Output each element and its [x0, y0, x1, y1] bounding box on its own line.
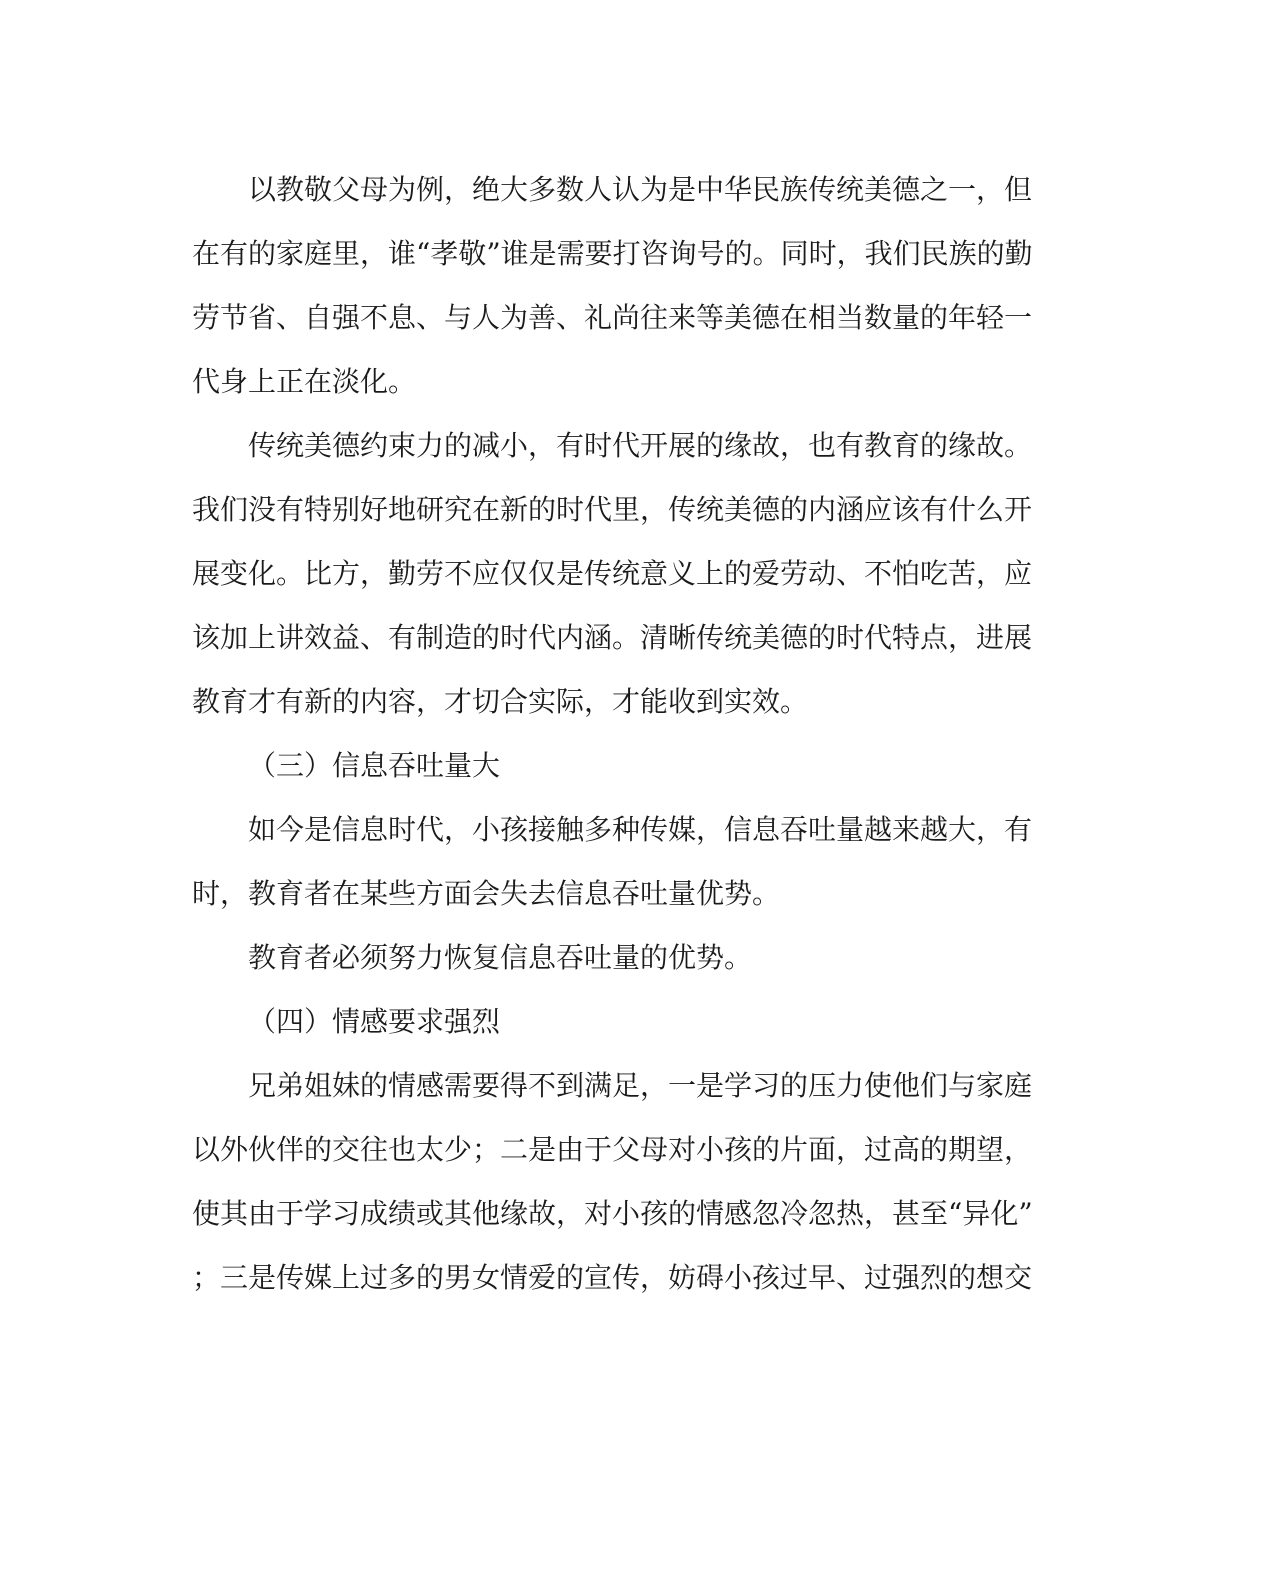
paragraph-line: 以外伙伴的交往也太少；二是由于父母对小孩的片面，过高的期望， — [192, 1133, 1033, 1166]
section-heading: （三）信息吞吐量大 — [248, 749, 501, 782]
paragraph-line: 代身上正在淡化。 — [192, 365, 417, 398]
paragraph-line: 展变化。比方，勤劳不应仅仅是传统意义上的爱劳动、不怕吃苦，应 — [192, 557, 1033, 590]
paragraph-line: 劳节省、自强不息、与人为善、礼尚往来等美德在相当数量的年轻一 — [192, 301, 1033, 334]
paragraph-line: 教育者必须努力恢复信息吞吐量的优势。 — [248, 941, 753, 974]
paragraph-line: 教育才有新的内容，才切合实际，才能收到实效。 — [192, 685, 809, 718]
paragraph-line: 以教敬父母为例，绝大多数人认为是中华民族传统美德之一，但 — [248, 173, 1033, 206]
paragraph-line: 时，教育者在某些方面会失去信息吞吐量优势。 — [192, 877, 781, 910]
paragraph-line: 使其由于学习成绩或其他缘故，对小孩的情感忽冷忽热，甚至“异化” — [192, 1197, 1033, 1230]
paragraph-line: 在有的家庭里，谁“孝敬”谁是需要打咨询号的。同时，我们民族的勤 — [192, 237, 1033, 270]
paragraph-line: 兄弟姐妹的情感需要得不到满足，一是学习的压力使他们与家庭 — [248, 1069, 1033, 1102]
paragraph-line: ；三是传媒上过多的男女情爱的宣传，妨碍小孩过早、过强烈的想交 — [192, 1261, 1033, 1294]
paragraph-line: 如今是信息时代，小孩接触多种传媒，信息吞吐量越来越大，有 — [248, 813, 1033, 846]
paragraph-line: 我们没有特别好地研究在新的时代里，传统美德的内涵应该有什么开 — [192, 493, 1033, 526]
paragraph-line: 该加上讲效益、有制造的时代内涵。清晰传统美德的时代特点，进展 — [192, 621, 1033, 654]
document-body — [192, 158, 1054, 1310]
paragraph-line: 传统美德约束力的减小，有时代开展的缘故，也有教育的缘故。 — [248, 429, 1033, 462]
section-heading: （四）情感要求强烈 — [248, 1005, 501, 1038]
